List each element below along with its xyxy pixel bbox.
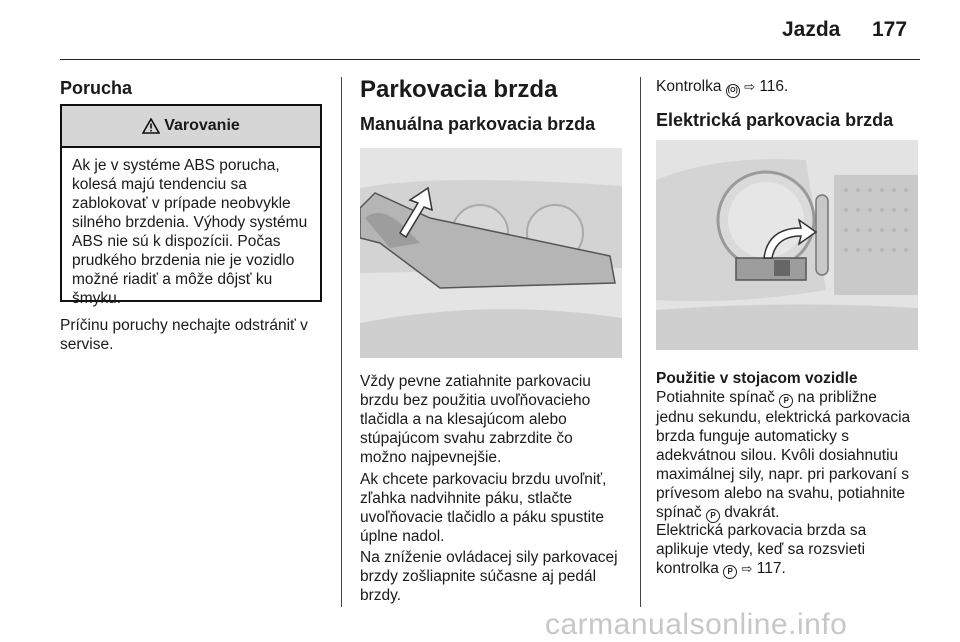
text-line: prívesom alebo na svahu, potiahnite xyxy=(656,485,906,502)
parking-brake-p-icon: P xyxy=(723,565,737,579)
porucha-heading: Porucha xyxy=(60,78,133,98)
text-line: ABS nie sú k dispozícii. Počas xyxy=(72,233,281,250)
text-line: možné riadiť a môže dôjsť ku xyxy=(72,271,273,288)
porucha-paragraph xyxy=(60,316,308,354)
text-line: maximálnej sily, napr. pri parkovaní s xyxy=(656,466,909,483)
parkovacia-brzda-heading: Parkovacia brzda xyxy=(360,76,558,103)
page-number: 177 xyxy=(872,18,908,41)
text-line: servise. xyxy=(60,336,114,353)
text-span: dvakrát. xyxy=(724,504,780,521)
electric-brake-illustration xyxy=(656,140,918,350)
text-line: Vždy pevne zatiahnite parkovaciu xyxy=(360,373,591,390)
parking-brake-p-icon: P xyxy=(706,509,720,523)
warning-title: Varovanie xyxy=(164,117,240,134)
warning-text xyxy=(62,148,320,308)
text-span: kontrolka xyxy=(656,560,719,577)
text-line: tlačidla a na klesajúcom alebo xyxy=(360,411,567,428)
warning-header xyxy=(62,106,320,148)
bold-label: Použitie v stojacom vozidle xyxy=(656,370,858,387)
middle-column-headings xyxy=(360,76,595,135)
text-line: Ak chcete parkovaciu brzdu uvoľniť, xyxy=(360,471,607,488)
text-line: stúpajúcom svahu zabrzdite čo xyxy=(360,430,573,447)
text-line: brzda funguje automaticky s xyxy=(656,428,849,445)
warning-triangle-icon xyxy=(142,118,160,134)
text-line: jednu sekundu, elektrická parkovacia xyxy=(656,409,911,426)
text-line: zľahka nadvihnite páku, stlačte xyxy=(360,490,573,507)
handbrake-illustration xyxy=(360,148,622,358)
kontrolka-ref-line xyxy=(656,77,788,98)
header-divider xyxy=(60,59,920,60)
text-line: brzdu bez použitia uvoľňovacieho xyxy=(360,392,591,409)
page-reference: 116. xyxy=(759,78,789,95)
text-line: Príčinu poruchy nechajte odstrániť v xyxy=(60,317,308,334)
manual-brake-para2 xyxy=(360,470,606,546)
text-line: uvoľňovacie tlačidlo a páku spustite xyxy=(360,509,605,526)
manual-brake-para3 xyxy=(360,548,618,605)
text-line: kolesá majú tendenciu sa xyxy=(72,176,247,193)
text-line: brzdy. xyxy=(360,587,402,604)
left-column xyxy=(60,78,132,99)
text-line: úplne nadol. xyxy=(360,528,445,545)
text-span: Kontrolka xyxy=(656,78,722,95)
text-line: aplikuje vtedy, keď sa rozsvieti xyxy=(656,541,866,558)
brake-warning-light-icon: (O) xyxy=(726,84,740,98)
manual-handbrake-figure xyxy=(360,148,622,358)
text-line: Ak je v systéme ABS porucha, xyxy=(72,157,280,174)
column-divider xyxy=(640,77,641,607)
page-reference: 117. xyxy=(756,560,786,577)
manual-brake-para1 xyxy=(360,372,591,467)
text-line: zablokovať v prípade neobvykle xyxy=(72,195,291,212)
watermark-text: carmanualsonline.info xyxy=(545,608,848,641)
reference-arrow-icon: ⇨ xyxy=(741,561,753,576)
electric-brake-figure xyxy=(656,140,918,350)
reference-arrow-icon: ⇨ xyxy=(744,79,756,94)
epb-heading-wrap xyxy=(656,110,893,131)
text-line: brzdy zošliapnite súčasne aj pedál xyxy=(360,568,597,585)
text-line: Na zníženie ovládacej sily parkovacej xyxy=(360,549,618,566)
text-line: šmyku. xyxy=(72,290,122,307)
text-span: Potiahnite spínač xyxy=(656,389,775,406)
epb-usage-section xyxy=(656,369,910,523)
text-line: možno najpevnejšie. xyxy=(360,449,502,466)
text-line: prudkého brzdenia nie je vozidlo xyxy=(72,252,295,269)
column-divider xyxy=(341,77,342,607)
text-line: Elektrická parkovacia brzda sa xyxy=(656,522,867,539)
text-span: spínač xyxy=(656,504,702,521)
parking-brake-p-icon: P xyxy=(779,394,793,408)
manualna-brzda-subheading: Manuálna parkovacia brzda xyxy=(360,114,596,134)
text-span: na približne xyxy=(797,389,877,406)
elektricka-brzda-heading: Elektrická parkovacia brzda xyxy=(656,110,894,130)
text-line: silného brzdenia. Výhody systému xyxy=(72,214,308,231)
section-title: Jazda xyxy=(782,18,841,41)
warning-box xyxy=(60,104,322,307)
text-line: adekvátnou silou. Kvôli dosiahnutiu xyxy=(656,447,899,464)
epb-para2 xyxy=(656,521,866,579)
